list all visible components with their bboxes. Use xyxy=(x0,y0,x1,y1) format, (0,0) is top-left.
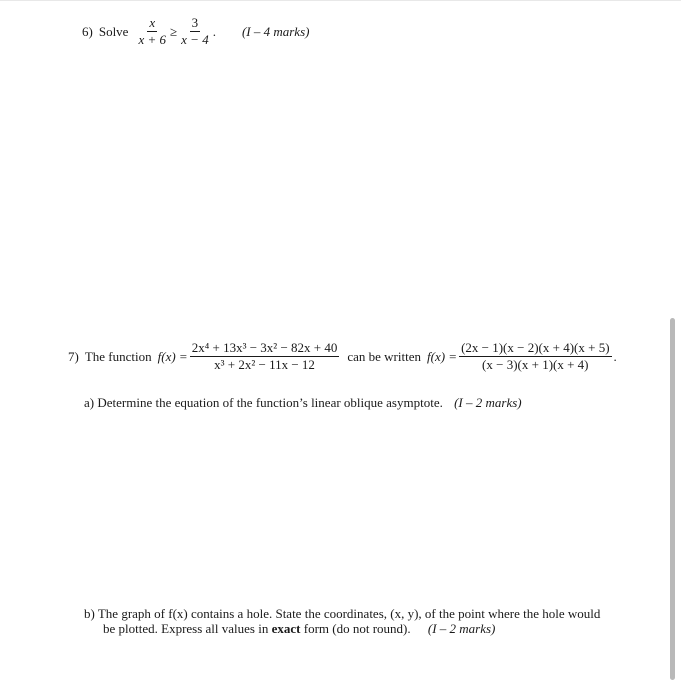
q6-rhs-denominator: x − 4 xyxy=(181,32,209,47)
q6-period: . xyxy=(212,23,216,39)
q7-factored-numerator: (2x − 1)(x − 2)(x + 4)(x + 5) xyxy=(461,340,610,355)
q7-intro: The function xyxy=(84,348,152,364)
q6-rhs-numerator: 3 xyxy=(191,15,199,30)
q7-period: . xyxy=(613,348,617,364)
q7b-marks: (I – 2 marks) xyxy=(427,621,496,636)
q7-factored-denominator: (x − 3)(x + 1)(x + 4) xyxy=(482,357,589,372)
question-6 xyxy=(82,16,309,47)
q6-number: 6) xyxy=(82,23,93,39)
q6-lhs-fraction xyxy=(136,16,168,47)
q7-number: 7) xyxy=(68,348,79,364)
q7b-line2-bold: exact xyxy=(271,621,301,636)
q6-verb: Solve xyxy=(98,23,129,39)
q6-marks: (I – 4 marks) xyxy=(241,23,310,39)
q7b-line1-text: The graph of f(x) contains a hole. State the coordinates, (x, y), of the point where the hole would xyxy=(97,606,601,621)
q7b-line-1 xyxy=(84,606,644,621)
q7-function-label: f(x) = xyxy=(157,348,188,364)
q6-lhs-denominator: x + 6 xyxy=(138,32,167,47)
q7b-line2-post: form (do not round). xyxy=(303,621,411,636)
q7-part-b xyxy=(84,606,644,636)
vertical-scrollbar[interactable] xyxy=(670,318,675,680)
q6-lhs-numerator: x xyxy=(149,15,156,30)
q7b-label: b) xyxy=(84,606,95,621)
q7b-line2-pre: be plotted. Express all values in xyxy=(103,621,269,636)
q7-factored-fraction xyxy=(459,341,611,372)
q7b-line-2 xyxy=(84,621,644,636)
question-7 xyxy=(68,341,617,372)
q6-rhs-fraction xyxy=(179,16,211,47)
q7a-marks: (I – 2 marks) xyxy=(454,395,522,410)
q7-connector: can be written xyxy=(347,348,421,364)
q6-relation: ≥ xyxy=(170,23,178,39)
q7-original-fraction xyxy=(190,341,340,372)
q7-original-numerator: 2x⁴ + 13x³ − 3x² − 82x + 40 xyxy=(191,340,338,355)
q7-part-a xyxy=(84,395,522,410)
top-divider xyxy=(0,0,681,1)
q7-function-label-2: f(x) = xyxy=(427,348,458,364)
q7a-label: a) xyxy=(84,395,95,410)
q7-original-denominator: x³ + 2x² − 11x − 12 xyxy=(214,357,315,372)
q7a-text: Determine the equation of the function’s linear oblique asymptote. xyxy=(97,395,443,410)
